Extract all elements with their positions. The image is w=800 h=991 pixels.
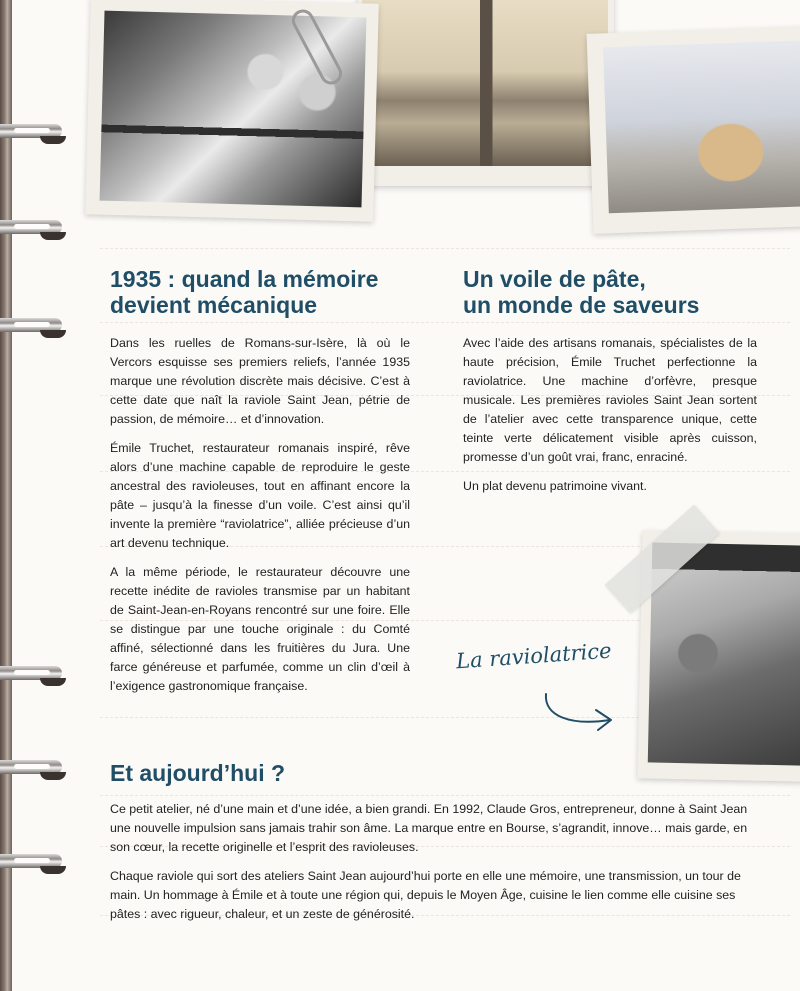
ruled-line [100, 248, 790, 249]
section-2-title [463, 266, 783, 318]
section-1-paragraph: A la même période, le restaurateur découvre une recette inédite de ravioles transmise par un habitant de Saint-Jean-en-Royans rencontré sur une foire. Elle se distingue par une touche originale : du Comté affiné, sélectionné dans les fruitières du Jura. Une farce généreuse et parfumée, comme un clin d’œil à l’exigence gastronomique française. [110, 565, 410, 693]
section-2-paragraph: Un plat devenu patrimoine vivant. [463, 479, 647, 493]
section-1-title-line-2: devient mécanique [110, 292, 318, 318]
ruled-line [100, 322, 790, 323]
town-square-image [362, 0, 608, 166]
section-3-paragraph: Ce petit atelier, né d’une main et d’une idée, a bien grandi. En 1992, Claude Gros, entrepreneur, donne à Saint Jean une nouvelle impulsion sans jamais trahir son âme. La marque entre en Bourse, s’agrandit, innove… mais garde, en son cœur, la recette originelle et l’esprit des ravioleuses. [110, 802, 748, 854]
handwritten-caption: La raviolatrice [455, 638, 613, 674]
section-1-body [110, 334, 410, 706]
machine-image [603, 40, 800, 213]
section-1-paragraph: Émile Truchet, restaurateur romanais inspiré, rêve alors d’une machine capable de reproduire le geste ancestral des ravioleuses, tout en affinant encore la pâte – jusqu’à la finesse d’un voile. C’est ainsi qu’il invente la première “raviolatrice”, alliée précieuse d’un art devenu technique. [110, 441, 410, 550]
binder-spine [0, 0, 12, 991]
binder-ring [0, 852, 72, 874]
cheese-slicing-machine-photo [587, 26, 800, 234]
section-2-title-line-2: un monde de saveurs [463, 292, 700, 318]
section-2-paragraph: Avec l’aide des artisans romanais, spécialistes de la haute précision, Émile Truchet perfectionne la raviolatrice. Une machine d’orfèvre, presque musicale. Les premières ravioles Saint Jean sortent de l’atelier avec cette transparence unique, cette teinte verte délicatement visible après cuisson, promesse d’un goût vrai, franc, enraciné. [463, 336, 757, 464]
curved-arrow-icon [540, 690, 620, 740]
binder-ring [0, 664, 72, 686]
section-3-body [110, 800, 750, 934]
section-3-title: Et aujourd’hui ? [110, 760, 286, 786]
section-1-paragraph: Dans les ruelles de Romans-sur-Isère, là où le Vercors esquisse ses premiers reliefs, l’année 1935 marque une révolution discrète mais décisive. C’est à cette date que naît la raviole Saint Jean, pétrie de passion, de mémoire… et d’innovation. [110, 336, 410, 426]
section-2-body [463, 334, 757, 506]
section-2-title-line-1: Un voile de pâte, [463, 266, 646, 292]
binder-ring [0, 316, 72, 338]
shop-owners-photo [85, 0, 379, 222]
binder-ring [0, 122, 72, 144]
section-1-title-line-1: 1935 : quand la mémoire [110, 266, 379, 292]
binder-ring [0, 758, 72, 780]
ruled-line [100, 795, 790, 796]
shop-owners-image [100, 11, 367, 208]
section-1-title [110, 266, 440, 318]
section-3-paragraph: Chaque raviole qui sort des ateliers Saint Jean aujourd’hui porte en elle une mémoire, une transmission, un tour de main. Un hommage à Émile et à toute une région qui, depuis le Moyen Âge, cuisine le lien comme elle cuisine ses pâtes : avec rigueur, chaleur, et un zeste de générosité. [110, 869, 741, 921]
town-square-postcard [358, 0, 614, 186]
binder-ring [0, 218, 72, 240]
